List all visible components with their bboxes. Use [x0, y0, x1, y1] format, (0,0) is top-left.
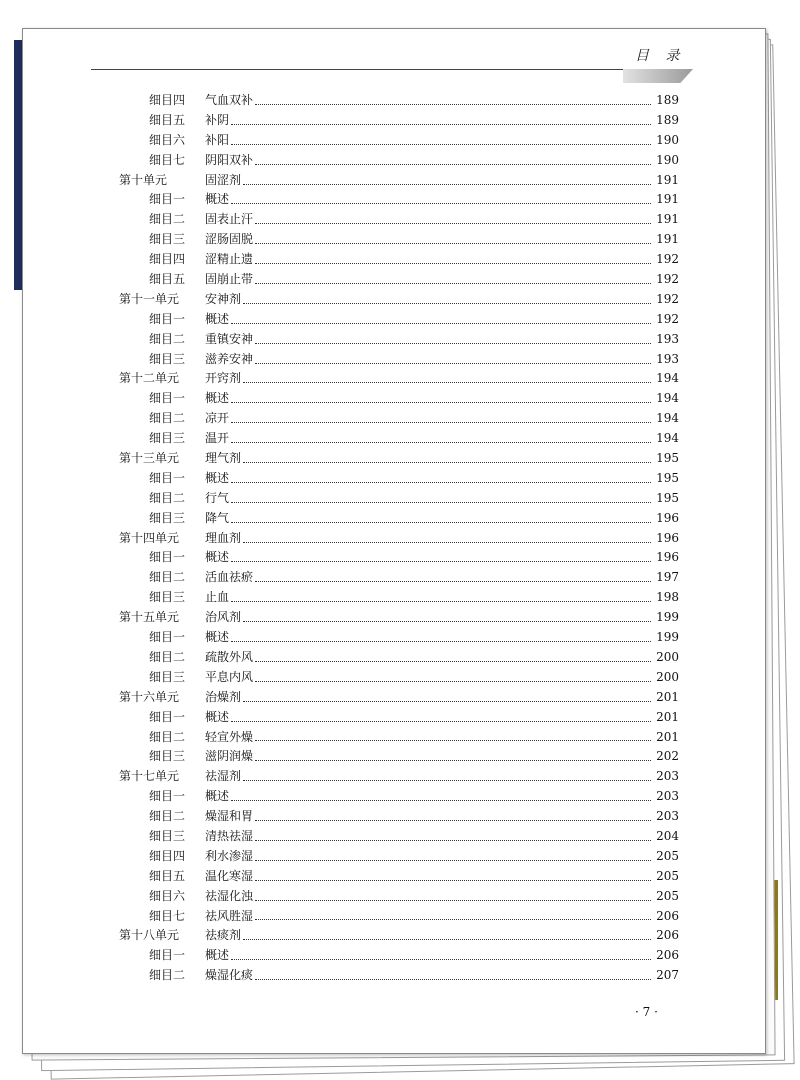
toc-entry-label: 细目四 — [149, 252, 186, 267]
header-rule — [91, 69, 661, 70]
toc-entry-label: 第十三单元 — [119, 451, 180, 466]
toc-entry-label: 第十六单元 — [119, 689, 180, 704]
toc-subitem-row[interactable] — [119, 728, 679, 748]
toc-entry-title: 理气剂 — [205, 451, 242, 466]
dot-leader — [243, 461, 651, 463]
toc-entry-title: 清热祛湿 — [205, 828, 254, 843]
toc-entry-label: 细目三 — [149, 351, 186, 366]
toc-entry-label: 细目二 — [149, 212, 186, 227]
toc-entry-page: 191 — [656, 192, 679, 207]
toc-entry-page: 207 — [656, 968, 679, 983]
dot-leader — [231, 143, 651, 145]
toc-entry-label: 细目四 — [149, 848, 186, 863]
toc-subitem-row[interactable] — [119, 270, 679, 290]
toc-entry-title: 祛湿剂 — [205, 769, 242, 784]
toc-entry-title: 平息内风 — [205, 669, 254, 684]
dot-leader — [243, 938, 651, 940]
dot-leader — [231, 441, 651, 443]
dot-leader — [231, 720, 651, 722]
page-header-title: 目 录 — [635, 48, 686, 64]
toc-entry-label: 细目六 — [149, 132, 186, 147]
toc-entry-page: 192 — [656, 311, 679, 326]
toc-entry-label: 第十五单元 — [119, 610, 180, 625]
dot-leader — [255, 879, 651, 881]
dot-leader — [231, 600, 651, 602]
toc-subitem-row[interactable] — [119, 91, 679, 111]
toc-entry-page: 201 — [656, 709, 679, 724]
toc-entry-title: 轻宣外燥 — [205, 729, 254, 744]
dot-leader — [255, 918, 651, 920]
toc-entry-title: 治风剂 — [205, 610, 242, 625]
toc-entry-label: 细目二 — [149, 809, 186, 824]
toc-subitem-row[interactable] — [119, 966, 679, 986]
toc-entry-label: 第十四单元 — [119, 530, 180, 545]
toc-entry-label: 细目二 — [149, 729, 186, 744]
toc-entry-page: 201 — [656, 729, 679, 744]
dot-leader — [255, 222, 651, 224]
dot-leader — [231, 521, 651, 523]
toc-entry-page: 203 — [656, 809, 679, 824]
dot-leader — [243, 541, 651, 543]
dot-leader — [255, 282, 651, 284]
toc-entry-title: 涩肠固脱 — [205, 232, 254, 247]
toc-entry-title: 安神剂 — [205, 291, 242, 306]
table-of-contents — [119, 91, 679, 986]
toc-entry-label: 细目二 — [149, 490, 186, 505]
toc-entry-page: 192 — [656, 272, 679, 287]
dot-leader — [243, 302, 651, 304]
toc-entry-title: 概述 — [205, 630, 230, 645]
page-number: · 7 · — [635, 1005, 658, 1019]
toc-entry-label: 细目五 — [149, 868, 186, 883]
dot-leader — [231, 640, 651, 642]
dot-leader — [255, 580, 651, 582]
toc-entry-page: 202 — [656, 749, 679, 764]
toc-entry-label: 细目七 — [149, 152, 186, 167]
dot-leader — [231, 202, 651, 204]
toc-subitem-row[interactable] — [119, 330, 679, 350]
toc-entry-title: 凉开 — [205, 411, 230, 426]
toc-entry-title: 滋阴润燥 — [205, 749, 254, 764]
toc-entry-page: 200 — [656, 649, 679, 664]
toc-entry-title: 燥湿和胃 — [205, 809, 254, 824]
toc-entry-label: 细目二 — [149, 968, 186, 983]
toc-subitem-row[interactable] — [119, 210, 679, 230]
toc-subitem-row[interactable] — [119, 389, 679, 409]
toc-subitem-row[interactable] — [119, 151, 679, 171]
toc-entry-page: 196 — [656, 550, 679, 565]
toc-unit-row[interactable] — [119, 688, 679, 708]
toc-entry-title: 固崩止带 — [205, 272, 254, 287]
toc-subitem-row[interactable] — [119, 747, 679, 767]
toc-subitem-row[interactable] — [119, 588, 679, 608]
toc-entry-title: 补阴 — [205, 112, 230, 127]
dot-leader — [255, 342, 651, 344]
toc-entry-page: 192 — [656, 252, 679, 267]
toc-entry-page: 189 — [656, 93, 679, 107]
toc-entry-title: 行气 — [205, 490, 230, 505]
toc-subitem-row[interactable] — [119, 230, 679, 250]
toc-subitem-row[interactable] — [119, 190, 679, 210]
dot-leader — [231, 799, 651, 801]
toc-entry-page: 203 — [656, 769, 679, 784]
toc-subitem-row[interactable] — [119, 250, 679, 270]
toc-entry-label: 细目一 — [149, 709, 186, 724]
toc-subitem-row[interactable] — [119, 668, 679, 688]
toc-entry-title: 重镇安神 — [205, 331, 254, 346]
toc-entry-title: 降气 — [205, 510, 230, 525]
toc-entry-title: 祛痰剂 — [205, 928, 242, 943]
toc-entry-page: 190 — [656, 132, 679, 147]
toc-subitem-row[interactable] — [119, 887, 679, 907]
toc-entry-title: 概述 — [205, 311, 230, 326]
toc-entry-title: 疏散外风 — [205, 649, 254, 664]
toc-subitem-row[interactable] — [119, 350, 679, 370]
toc-entry-label: 细目五 — [149, 112, 186, 127]
dot-leader — [231, 123, 651, 125]
dot-leader — [255, 978, 651, 980]
toc-entry-page: 203 — [656, 789, 679, 804]
toc-entry-page: 191 — [656, 232, 679, 247]
toc-entry-label: 细目二 — [149, 411, 186, 426]
toc-subitem-row[interactable] — [119, 907, 679, 927]
toc-unit-row[interactable] — [119, 171, 679, 191]
toc-entry-page: 204 — [656, 828, 679, 843]
toc-entry-title: 补阳 — [205, 132, 230, 147]
toc-entry-page: 194 — [656, 391, 679, 406]
toc-entry-label: 细目一 — [149, 630, 186, 645]
toc-entry-page: 192 — [656, 291, 679, 306]
toc-entry-page: 194 — [656, 431, 679, 446]
dot-leader — [231, 958, 651, 960]
toc-entry-title: 开窍剂 — [205, 371, 242, 386]
toc-entry-label: 细目二 — [149, 649, 186, 664]
dot-leader — [255, 103, 651, 105]
toc-entry-page: 196 — [656, 530, 679, 545]
dot-leader — [231, 322, 651, 324]
toc-unit-row[interactable] — [119, 767, 679, 787]
toc-entry-page: 201 — [656, 689, 679, 704]
toc-entry-label: 细目五 — [149, 272, 186, 287]
toc-entry-title: 理血剂 — [205, 530, 242, 545]
dot-leader — [243, 700, 651, 702]
toc-entry-label: 细目一 — [149, 948, 186, 963]
dot-leader — [231, 501, 651, 503]
toc-entry-title: 固表止汗 — [205, 212, 254, 227]
toc-subitem-row[interactable] — [119, 847, 679, 867]
toc-entry-page: 191 — [656, 212, 679, 227]
toc-entry-title: 温化寒湿 — [205, 868, 254, 883]
toc-subitem-row[interactable] — [119, 111, 679, 131]
toc-entry-label: 细目三 — [149, 232, 186, 247]
toc-entry-page: 193 — [656, 331, 679, 346]
dot-leader — [255, 739, 651, 741]
toc-entry-title: 涩精止遗 — [205, 252, 254, 267]
dot-leader — [231, 560, 651, 562]
toc-entry-label: 细目四 — [149, 93, 186, 107]
toc-entry-label: 细目一 — [149, 391, 186, 406]
toc-entry-label: 细目一 — [149, 470, 186, 485]
toc-page — [22, 28, 766, 1054]
toc-entry-page: 194 — [656, 411, 679, 426]
toc-entry-page: 190 — [656, 152, 679, 167]
toc-subitem-row[interactable] — [119, 509, 679, 529]
toc-entry-page: 195 — [656, 470, 679, 485]
dot-leader — [243, 779, 651, 781]
toc-subitem-row[interactable] — [119, 708, 679, 728]
toc-entry-title: 概述 — [205, 470, 230, 485]
toc-subitem-row[interactable] — [119, 310, 679, 330]
toc-entry-page: 195 — [656, 451, 679, 466]
toc-entry-title: 祛湿化浊 — [205, 888, 254, 903]
toc-entry-page: 199 — [656, 630, 679, 645]
toc-unit-row[interactable] — [119, 926, 679, 946]
toc-subitem-row[interactable] — [119, 131, 679, 151]
toc-entry-label: 细目三 — [149, 828, 186, 843]
toc-entry-label: 细目一 — [149, 192, 186, 207]
toc-entry-label: 第十单元 — [119, 172, 168, 187]
toc-entry-page: 206 — [656, 948, 679, 963]
toc-entry-page: 200 — [656, 669, 679, 684]
toc-entry-page: 205 — [656, 888, 679, 903]
toc-subitem-row[interactable] — [119, 429, 679, 449]
toc-entry-title: 祛风胜湿 — [205, 908, 254, 923]
toc-subitem-row[interactable] — [119, 489, 679, 509]
dot-leader — [255, 759, 651, 761]
dot-leader — [255, 660, 651, 662]
toc-entry-title: 概述 — [205, 948, 230, 963]
toc-subitem-row[interactable] — [119, 409, 679, 429]
toc-subitem-row[interactable] — [119, 648, 679, 668]
toc-entry-page: 206 — [656, 908, 679, 923]
toc-entry-label: 细目一 — [149, 550, 186, 565]
toc-entry-page: 196 — [656, 510, 679, 525]
toc-entry-label: 第十一单元 — [119, 291, 180, 306]
toc-entry-label: 细目三 — [149, 431, 186, 446]
toc-entry-title: 概述 — [205, 789, 230, 804]
toc-entry-page: 193 — [656, 351, 679, 366]
toc-entry-title: 概述 — [205, 550, 230, 565]
dot-leader — [231, 481, 651, 483]
toc-entry-label: 第十八单元 — [119, 928, 180, 943]
dot-leader — [243, 620, 651, 622]
toc-entry-title: 滋养安神 — [205, 351, 254, 366]
toc-entry-title: 概述 — [205, 391, 230, 406]
dot-leader — [231, 421, 651, 423]
toc-entry-label: 细目二 — [149, 570, 186, 585]
toc-entry-title: 治燥剂 — [205, 689, 242, 704]
toc-entry-title: 概述 — [205, 709, 230, 724]
toc-entry-label: 细目三 — [149, 510, 186, 525]
toc-unit-row[interactable] — [119, 449, 679, 469]
toc-entry-page: 195 — [656, 490, 679, 505]
toc-unit-row[interactable] — [119, 369, 679, 389]
dot-leader — [255, 859, 651, 861]
toc-subitem-row[interactable] — [119, 469, 679, 489]
dot-leader — [243, 183, 651, 185]
toc-entry-title: 固涩剂 — [205, 172, 242, 187]
toc-entry-title: 利水渗湿 — [205, 848, 254, 863]
toc-entry-title: 阴阳双补 — [205, 152, 254, 167]
toc-entry-label: 细目二 — [149, 331, 186, 346]
toc-unit-row[interactable] — [119, 529, 679, 549]
dot-leader — [255, 262, 651, 264]
toc-entry-page: 198 — [656, 590, 679, 605]
dot-leader — [255, 242, 651, 244]
dot-leader — [255, 819, 651, 821]
toc-entry-label: 细目一 — [149, 311, 186, 326]
toc-unit-row[interactable] — [119, 290, 679, 310]
dot-leader — [231, 401, 651, 403]
toc-entry-page: 205 — [656, 848, 679, 863]
dot-leader — [255, 839, 651, 841]
toc-entry-page: 206 — [656, 928, 679, 943]
toc-entry-label: 第十二单元 — [119, 371, 180, 386]
toc-subitem-row[interactable] — [119, 787, 679, 807]
dot-leader — [255, 163, 651, 165]
toc-entry-title: 温开 — [205, 431, 230, 446]
dot-leader — [255, 362, 651, 364]
toc-entry-page: 191 — [656, 172, 679, 187]
toc-entry-title: 气血双补 — [205, 93, 254, 107]
toc-entry-label: 细目六 — [149, 888, 186, 903]
toc-entry-label: 细目七 — [149, 908, 186, 923]
toc-entry-title: 燥湿化痰 — [205, 968, 254, 983]
toc-subitem-row[interactable] — [119, 807, 679, 827]
toc-entry-title: 活血祛瘀 — [205, 570, 254, 585]
dot-leader — [255, 899, 651, 901]
toc-subitem-row[interactable] — [119, 827, 679, 847]
toc-subitem-row[interactable] — [119, 568, 679, 588]
dot-leader — [243, 381, 651, 383]
toc-entry-page: 189 — [656, 112, 679, 127]
toc-entry-page: 194 — [656, 371, 679, 386]
toc-entry-label: 细目三 — [149, 749, 186, 764]
toc-subitem-row[interactable] — [119, 946, 679, 966]
toc-entry-title: 止血 — [205, 590, 230, 605]
toc-entry-page: 199 — [656, 610, 679, 625]
toc-entry-page: 205 — [656, 868, 679, 883]
toc-subitem-row[interactable] — [119, 548, 679, 568]
header-tab-decoration — [623, 69, 693, 83]
toc-unit-row[interactable] — [119, 608, 679, 628]
dot-leader — [255, 680, 651, 682]
toc-entry-label: 细目三 — [149, 669, 186, 684]
toc-entry-page: 197 — [656, 570, 679, 585]
toc-entry-label: 细目一 — [149, 789, 186, 804]
toc-entry-title: 概述 — [205, 192, 230, 207]
toc-entry-label: 细目三 — [149, 590, 186, 605]
toc-subitem-row[interactable] — [119, 628, 679, 648]
toc-subitem-row[interactable] — [119, 867, 679, 887]
toc-entry-label: 第十七单元 — [119, 769, 180, 784]
